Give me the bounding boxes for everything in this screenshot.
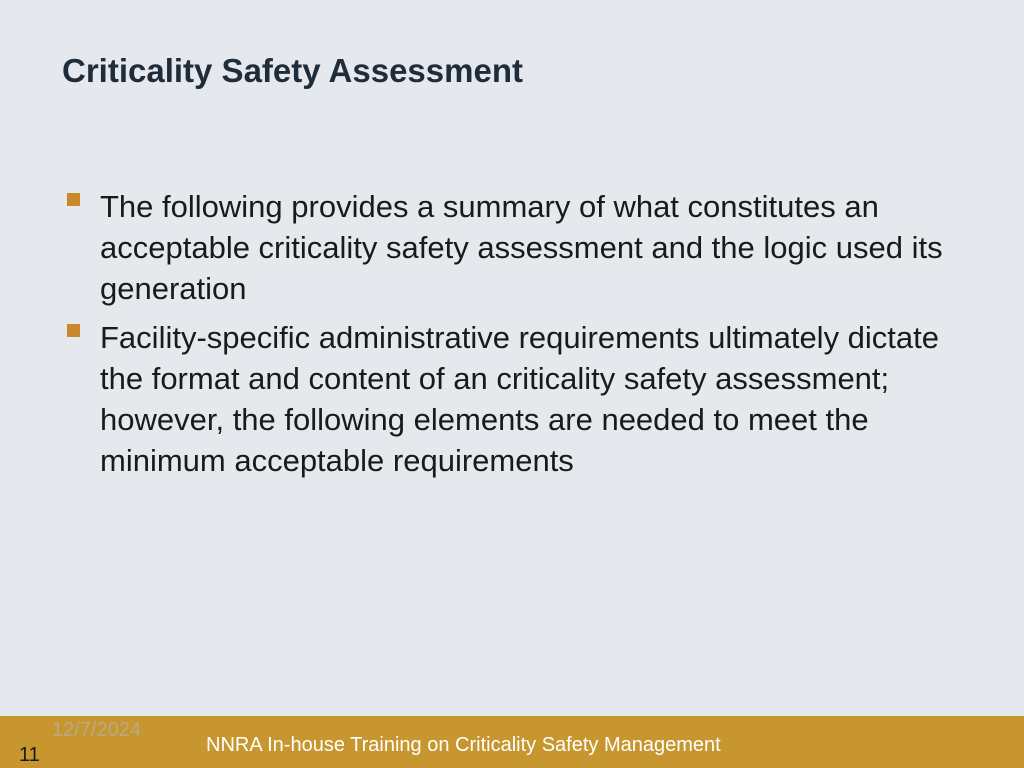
square-bullet-icon [67, 324, 80, 337]
bullet-item [64, 186, 964, 309]
page-number: 11 [19, 744, 40, 766]
bullet-text: Facility-specific administrative requirements ultimately dictate the format and content of an criticality safety assessment; however, the following elements are needed to meet the minimum acceptable requirements [100, 320, 940, 478]
footer-text: NNRA In-house Training on Criticality Safety Management [206, 734, 721, 756]
footer-date: 12/7/2024 [52, 719, 141, 741]
slide-title: Criticality Safety Assessment [62, 52, 523, 89]
bullet-list [64, 186, 964, 489]
square-bullet-icon [67, 193, 80, 206]
bullet-item [64, 317, 964, 481]
bullet-text: The following provides a summary of what constitutes an acceptable criticality safety assessment and the logic used its generation [100, 189, 943, 306]
